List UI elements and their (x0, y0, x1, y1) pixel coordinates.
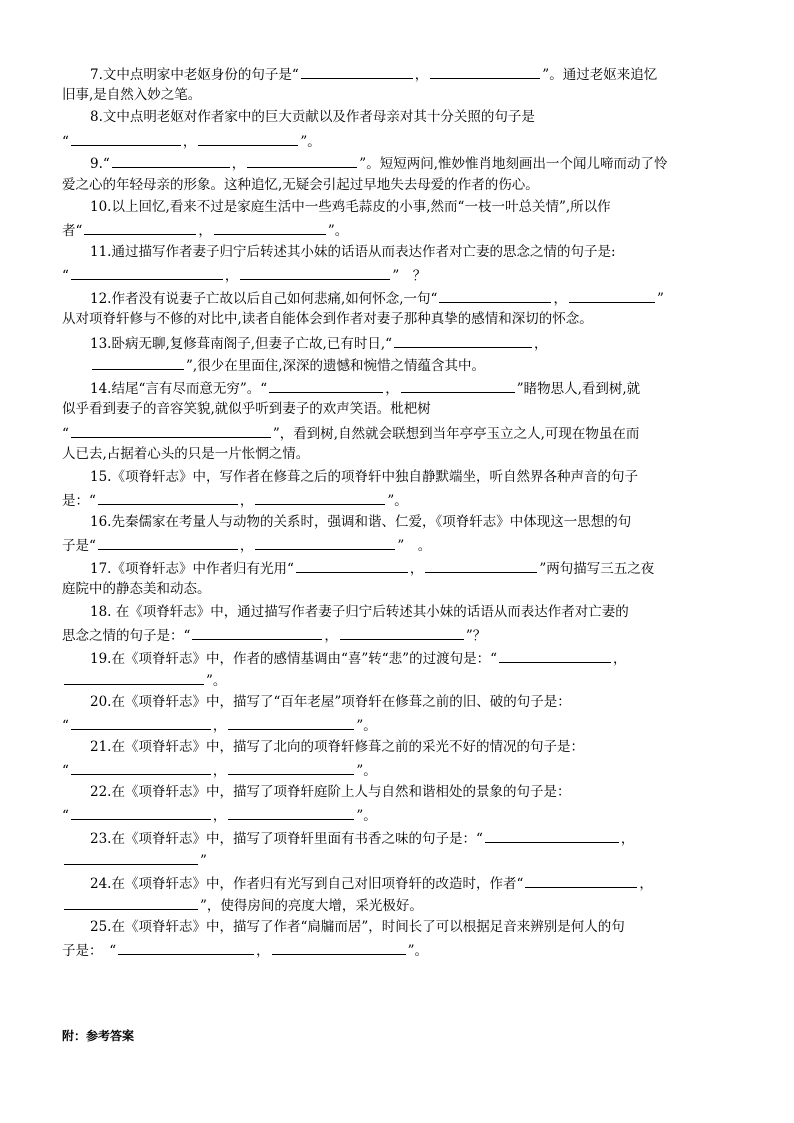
blank[interactable] (439, 288, 551, 303)
answer-line: “ ， ”。 (62, 131, 321, 151)
blank[interactable] (228, 760, 354, 775)
answer-line: 子是“ ， ” 。 (62, 535, 431, 555)
q10-line: 10.以上回忆,看来不过是家庭生活中一些鸡毛蒜皮的小事,然而“一枝一叶总关情”,所以作 (90, 199, 611, 215)
text-line: 爱之心的年轻母亲的形象。这种追忆,无疑会引起过早地失去母爱的作者的伤心。 (62, 177, 539, 193)
q25-line: 25.在《项脊轩志》中，描写了作者“扃牖而居”，时间长了可以根据足音来辨别是何人的句 (90, 919, 625, 935)
answer-line: 是：“ ， ”。 (62, 490, 408, 510)
blank[interactable] (64, 670, 204, 685)
blank[interactable] (340, 625, 464, 640)
blank[interactable] (92, 355, 184, 370)
q17-line: 17.《项脊轩志》中作者归有光用“ ， ”两句描写三五之夜 (90, 558, 654, 578)
blank[interactable] (98, 535, 238, 550)
answer-line: ”。 (62, 670, 226, 690)
reference-answer-heading: 附：参考答案 (62, 1029, 135, 1043)
blank[interactable] (255, 535, 395, 550)
answer-line: “ ， ”。 (62, 760, 377, 780)
blank[interactable] (401, 378, 515, 393)
q22-line: 22.在《项脊轩志》中，描写了项脊轩庭阶上人与自然和谐相处的景象的句子是： (90, 784, 571, 800)
blank[interactable] (64, 850, 198, 865)
blank[interactable] (425, 558, 537, 573)
q16-line: 16.先秦儒家在考量人与动物的关系时，强调和谐、仁爱，《项脊轩志》中体现这一思想的句 (90, 514, 632, 530)
blank[interactable] (71, 715, 211, 730)
blank[interactable] (485, 828, 619, 843)
blank[interactable] (569, 288, 655, 303)
q8-line: 8.文中点明老妪对作者家中的巨大贡献以及作者母亲对其十分关照的句子是 (90, 109, 535, 125)
blank[interactable] (98, 490, 238, 505)
text-line: 从对项脊轩修与不修的对比中,读者自能体会到作者对妻子那种真挚的感情和深切的怀念。 (62, 311, 593, 327)
blank[interactable] (192, 625, 322, 640)
blank[interactable] (525, 873, 637, 888)
blank[interactable] (255, 490, 385, 505)
blank[interactable] (71, 760, 211, 775)
blank[interactable] (430, 64, 540, 79)
blank[interactable] (247, 153, 357, 168)
blank[interactable] (112, 153, 230, 168)
blank[interactable] (71, 423, 271, 438)
answer-line: ”,很少在里面住,深深的遗憾和惋惜之情蕴含其中。 (90, 355, 485, 375)
answer-line: 子是： “ ， ”。 (62, 940, 428, 960)
answer-line: ”，使得房间的亮度大增，采光极好。 (62, 895, 423, 915)
blank[interactable] (499, 648, 611, 663)
q19-line: 19.在《项脊轩志》中，作者的感情基调由“喜”转“悲”的过渡句是：“ ， (90, 648, 626, 668)
answer-line: “ ， ”。 (62, 805, 377, 825)
answer-line: “ ”，看到树,自然就会联想到当年亭亭玉立之人,可现在物虽在而 (62, 423, 639, 443)
q18-line: 18. 在《项脊轩志》中，通过描写作者妻子归宁后转述其小妹的话语从而表达作者对亡妻的 (90, 604, 629, 620)
q24-line: 24.在《项脊轩志》中，作者归有光写到自己对旧项脊轩的改造时，作者“ ， (90, 873, 653, 893)
text-line: 庭院中的静态美和动态。 (62, 581, 211, 597)
q20-line: 20.在《项脊轩志》中，描写了“百年老屋”项脊轩在修葺之前的旧、破的句子是： (90, 694, 571, 710)
text-line: 旧事,是自然入妙之笔。 (62, 87, 202, 103)
answer-line: “ ， ” ？ (62, 265, 426, 285)
q9-line: 9.“ ， ”。短短两问,惟妙惟肖地刻画出一个闻儿啼而动了怜 (90, 153, 668, 173)
q7-line: 7.文中点明家中老妪身份的句子是“ ， ”。通过老妪来追忆 (90, 64, 657, 84)
text-line: 人已去,占据着心头的只是一片怅惘之情。 (62, 446, 310, 462)
blank[interactable] (118, 940, 254, 955)
blank[interactable] (301, 64, 413, 79)
blank[interactable] (240, 265, 390, 280)
q23-line: 23.在《项脊轩志》中，描写了项脊轩里面有书香之味的句子是：“ ， (90, 828, 634, 848)
text-line: 似乎看到妻子的音容笑貌,就似乎听到妻子的欢声笑语。枇杷树 (62, 401, 431, 417)
blank[interactable] (228, 805, 354, 820)
blank[interactable] (214, 220, 326, 235)
q15-line: 15.《项脊轩志》中，写作者在修葺之后的项脊轩中独自静默端坐，听自然界各种声音的句子 (90, 469, 638, 485)
q12-line: 12.作者没有说妻子亡故以后自己如何悲痛,如何怀念,一句“ ， ” (90, 288, 664, 308)
answer-line: 者“ ， ”。 (62, 220, 348, 240)
blank[interactable] (71, 131, 181, 146)
q11-line: 11.通过描写作者妻子归宁后转述其小妹的话语从而表达作者对亡妻的思念之情的句子是: (90, 244, 616, 260)
blank[interactable] (71, 805, 211, 820)
blank[interactable] (84, 220, 196, 235)
blank[interactable] (71, 265, 223, 280)
q21-line: 21.在《项脊轩志》中，描写了北向的项脊轩修葺之前的采光不好的情况的句子是： (90, 739, 584, 755)
q14-line: 14.结尾“言有尽而意无穷”。“ ， ”睹物思人,看到树,就 (90, 378, 640, 398)
blank[interactable] (269, 378, 383, 393)
answer-line: 思念之情的句子是：“ ， ”？ (62, 625, 486, 645)
blank[interactable] (394, 333, 532, 348)
answer-line: ” (62, 850, 207, 870)
q13-line: 13.卧病无聊,复修葺南阁子,但妻子亡故,已有时日,“ ， (90, 333, 548, 353)
blank[interactable] (64, 895, 198, 910)
answer-line: “ ， ”。 (62, 715, 377, 735)
blank[interactable] (272, 940, 406, 955)
blank[interactable] (198, 131, 298, 146)
blank[interactable] (228, 715, 354, 730)
blank[interactable] (296, 558, 408, 573)
